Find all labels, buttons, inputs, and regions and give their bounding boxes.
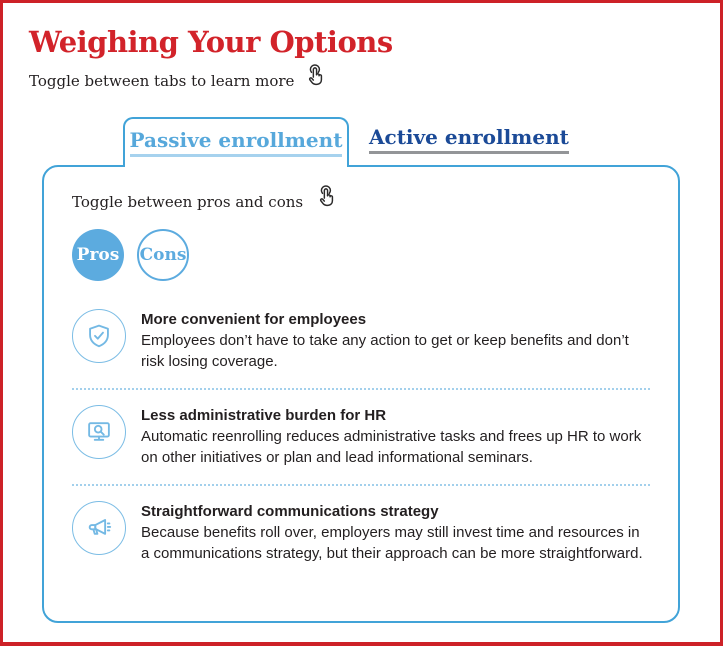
tab-bar (123, 115, 720, 165)
dotted-divider (72, 484, 650, 486)
list-item (72, 501, 650, 564)
item-body: Automatic reenrolling reduces administrative tasks and frees up HR to work on other initiatives or plan and lead informational seminars. (141, 428, 642, 467)
tab-passive-enrollment-label: Passive enrollment (130, 129, 343, 157)
pros-button[interactable]: Pros (72, 229, 124, 281)
tab-active-enrollment-label: Active enrollment (369, 126, 569, 154)
tab-content-panel (42, 165, 680, 623)
pros-cons-toggle (72, 229, 650, 281)
tab-active-enrollment[interactable] (365, 115, 573, 165)
pros-list (72, 309, 650, 564)
monitor-search-icon (72, 405, 126, 459)
list-item (72, 309, 650, 372)
tap-hand-icon (315, 189, 337, 214)
tab-passive-enrollment[interactable] (123, 117, 349, 167)
pros-cons-hint: Toggle between pros and cons (72, 192, 304, 211)
shield-check-icon (72, 309, 126, 363)
cons-button[interactable]: Cons (137, 229, 189, 281)
page-title: Weighing Your Options (29, 25, 393, 59)
list-item (72, 405, 650, 468)
subtitle-row (29, 68, 720, 93)
dotted-divider (72, 388, 650, 390)
item-title: More convenient for employees (141, 311, 367, 329)
pros-cons-hint-row (72, 189, 650, 214)
megaphone-icon (72, 501, 126, 555)
item-body: Employees don’t have to take any action to get or keep benefits and don’t risk losing coverage. (141, 332, 629, 371)
item-title: Less administrative burden for HR (141, 407, 387, 425)
subtitle: Toggle between tabs to learn more (29, 71, 295, 90)
item-body: Because benefits roll over, employers may still invest time and resources in a communications strategy, but their approach can be more straightforward. (141, 524, 643, 563)
tap-hand-icon (304, 68, 326, 93)
item-title: Straightforward communications strategy (141, 503, 439, 521)
